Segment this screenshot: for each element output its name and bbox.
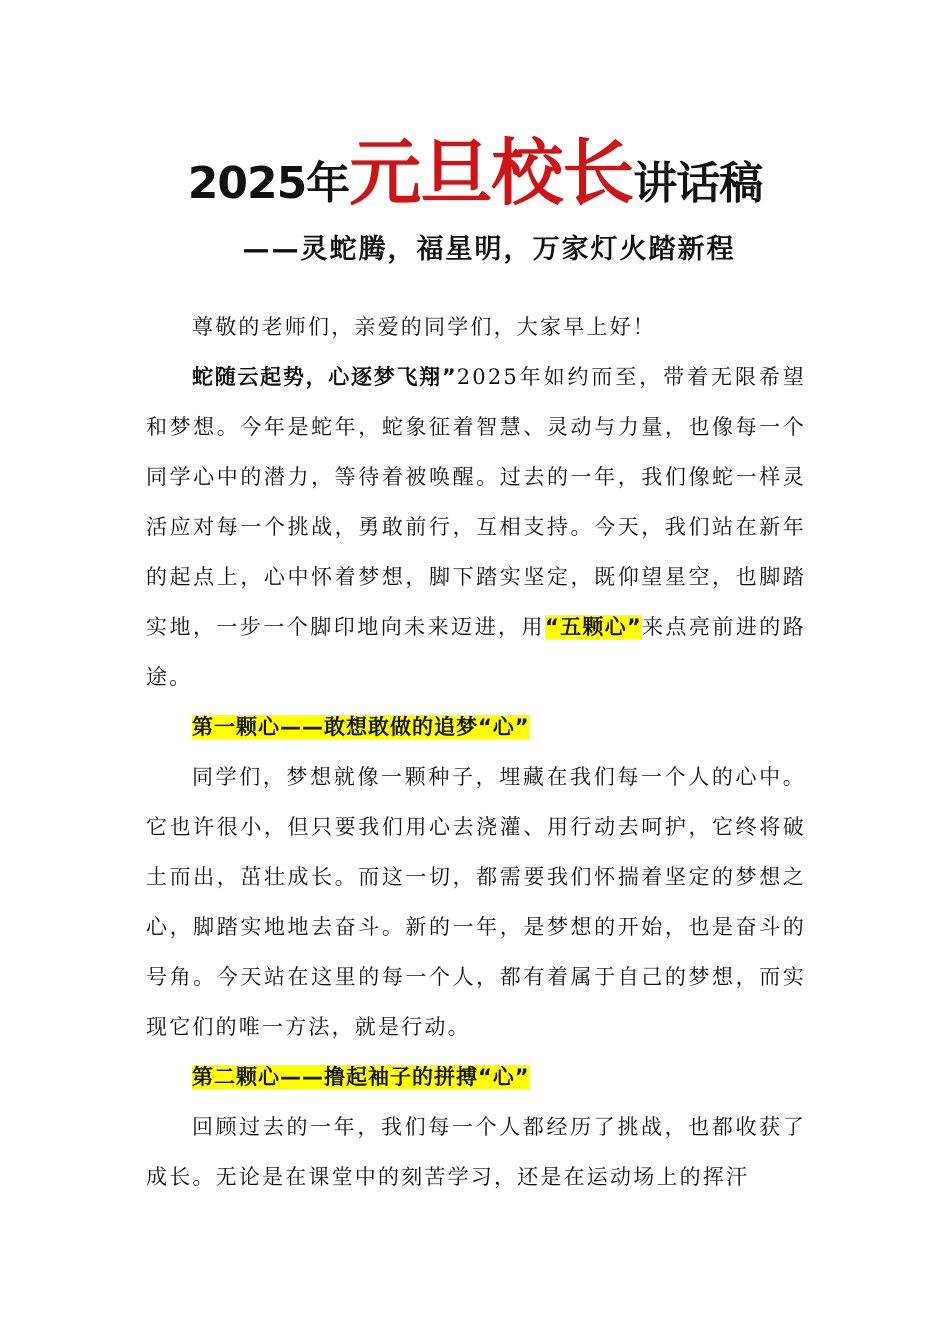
section2-paragraph: 回顾过去的一年，我们每一个人都经历了挑战，也都收获了成长。无论是在课堂中的刻苦学习，还是在运动场上的挥汗	[146, 1115, 806, 1189]
section1-heading: 第一颗心——敢想敢做的追梦“心”	[192, 715, 530, 739]
section1-paragraph: 同学们，梦想就像一颗种子，埋藏在我们每一个人的心中。它也许很小，但只要我们用心去浇灌、用行动去呵护，它终将破土而出，茁壮成长。而这一切，都需要我们怀揣着坚定的梦想之心，脚踏实地地去奋斗。新的一年，是梦想的开始，也是奋斗的号角。今天站在这里的每一个人，都有着属于自己的梦想，而实现它们的唯一方法，就是行动。	[146, 765, 806, 1039]
document-subtitle: ——灵蛇腾，福星明，万家灯火踏新程	[242, 234, 736, 265]
section2-heading-paragraph	[146, 1052, 806, 1102]
section1-heading-paragraph	[146, 702, 806, 752]
document-title	[0, 128, 950, 218]
intro-lead-bold: 蛇随云起势，心逐梦飞翔”	[192, 365, 457, 389]
section2-heading: 第二颗心——撸起袖子的拼搏“心”	[192, 1065, 530, 1089]
title-tail: 讲话稿	[633, 158, 763, 209]
title-year: 2025年	[187, 158, 350, 209]
intro-text: 2025年如约而至，带着无限希望和梦想。今年是蛇年，蛇象征着智慧、灵动与力量，也像每一个同学心中的潜力，等待着被唤醒。过去的一年，我们像蛇一样灵活应对每一个挑战，勇敢前行，互相支持。今天，我们站在新年的起点上，心中怀着梦想，脚下踏实坚定，既仰望星空，也脚踏实地，一步一个脚印地向未来迈进，用	[146, 365, 806, 639]
title-highlight-red: 元旦校长	[349, 131, 634, 215]
intro-highlight: “五颗心”	[545, 615, 642, 639]
intro-tail: 来点亮前进的路途。	[146, 615, 806, 689]
greeting-paragraph: 尊敬的老师们，亲爱的同学们，大家早上好！	[192, 315, 656, 339]
document-body	[146, 302, 806, 1202]
intro-paragraph	[146, 352, 806, 702]
